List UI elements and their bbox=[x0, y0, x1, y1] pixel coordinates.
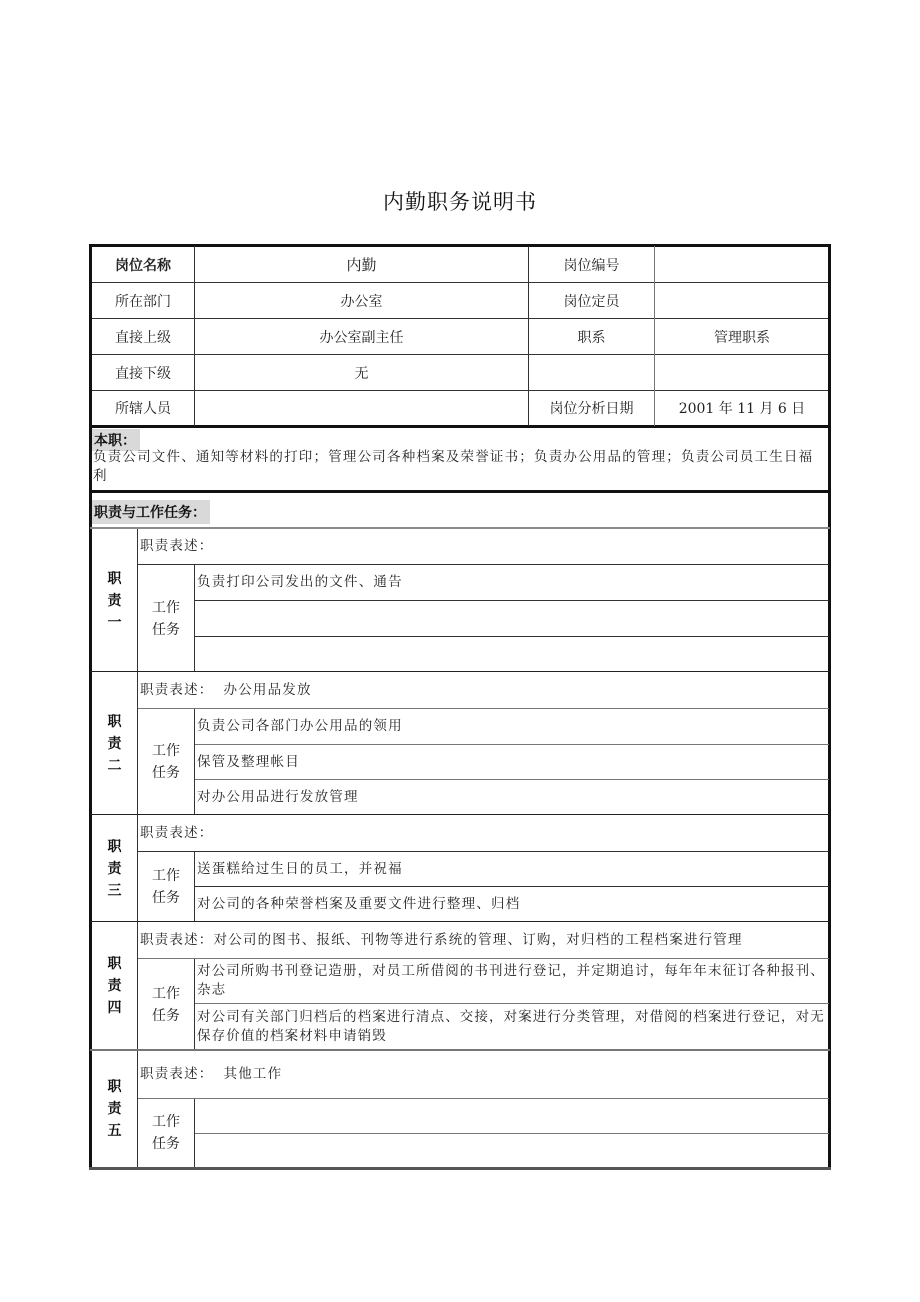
statement-label: 职责表述： bbox=[140, 824, 214, 841]
duty-title-2 bbox=[92, 672, 137, 815]
main-duty-text: 负责公司文件、通知等材料的打印；管理公司各种档案及荣誉证书；负责办公用品的管理；负责公司员工生日福利 bbox=[93, 449, 814, 484]
value-job-family: 管理职系 bbox=[714, 329, 770, 346]
duty-title-char: 四 bbox=[107, 1000, 122, 1016]
task-item: 对公司所购书刊登记造册，对员工所借阅的书刊进行登记，并定期追讨，每年年末征订各种报刊、杂志 bbox=[197, 963, 825, 998]
statement-text: 办公用品发放 bbox=[223, 681, 312, 698]
duty-statement-1 bbox=[138, 529, 828, 564]
task-item: 保管及整理帐目 bbox=[197, 753, 300, 770]
task-label bbox=[138, 1099, 194, 1167]
task-item: 负责打印公司发出的文件、通告 bbox=[197, 574, 403, 590]
duty-title-char: 责 bbox=[107, 860, 122, 877]
task-label-line: 任务 bbox=[152, 1007, 180, 1024]
label-empty bbox=[529, 355, 654, 390]
task-item: 对办公用品进行发放管理 bbox=[197, 789, 359, 805]
task-item: 对公司的各种荣誉档案及重要文件进行整理、归档 bbox=[197, 896, 521, 912]
value-department: 办公室 bbox=[340, 293, 383, 310]
task-label-line: 工作 bbox=[152, 599, 180, 616]
value-position-number bbox=[655, 247, 829, 282]
section-border bbox=[89, 490, 831, 493]
table-bottom-border bbox=[89, 1167, 831, 1170]
task-label bbox=[138, 709, 194, 815]
statement-label: 职责表述： bbox=[140, 931, 214, 948]
label-direct-superior: 直接上级 bbox=[115, 329, 171, 346]
duty-title-char: 一 bbox=[107, 614, 122, 631]
duty-title-1 bbox=[92, 529, 137, 672]
duty-title-char: 职 bbox=[107, 713, 122, 730]
duty-title-4 bbox=[92, 922, 137, 1050]
table-right-border bbox=[828, 244, 831, 1170]
task-label-line: 工作 bbox=[152, 985, 180, 1002]
duty-title-char: 二 bbox=[107, 757, 122, 774]
table-section-border bbox=[89, 425, 831, 428]
statement-text: 对公司的图书、报纸、刊物等进行系统的管理、订购，对归档的工程档案进行管理 bbox=[213, 931, 743, 948]
task-item bbox=[195, 601, 828, 636]
duty-title-5 bbox=[92, 1051, 137, 1167]
statement-label: 职责表述： bbox=[140, 538, 214, 554]
statement-label: 职责表述： bbox=[140, 1066, 214, 1082]
value-analysis-date: 2001 年 11 月 6 日 bbox=[678, 401, 806, 417]
task-label bbox=[138, 959, 194, 1050]
duty-title-char: 三 bbox=[107, 882, 122, 899]
task-item bbox=[195, 1134, 828, 1167]
task-label bbox=[138, 565, 194, 672]
document-title: 内勤职务说明书 bbox=[383, 190, 537, 214]
task-label-line: 工作 bbox=[152, 1114, 180, 1130]
label-staff-under: 所辖人员 bbox=[115, 401, 171, 417]
value-empty bbox=[655, 355, 829, 390]
duty-title-char: 职 bbox=[107, 956, 122, 972]
task-label-line: 工作 bbox=[152, 743, 180, 759]
statement-label: 职责表述： bbox=[140, 681, 214, 698]
task-item: 送蛋糕给过生日的员工，并祝福 bbox=[197, 860, 403, 877]
label-position-number: 岗位编号 bbox=[563, 257, 620, 274]
label-job-family: 职系 bbox=[577, 329, 606, 346]
value-position-name: 内勤 bbox=[346, 256, 377, 274]
value-direct-subordinate: 无 bbox=[354, 365, 369, 382]
duty-title-3 bbox=[92, 815, 137, 922]
label-analysis-date: 岗位分析日期 bbox=[549, 401, 634, 417]
task-label-line: 任务 bbox=[152, 1136, 180, 1152]
label-position-name: 岗位名称 bbox=[115, 257, 171, 274]
task-item: 负责公司各部门办公用品的领用 bbox=[197, 718, 403, 734]
duty-title-char: 五 bbox=[107, 1123, 122, 1139]
value-headcount bbox=[655, 283, 829, 318]
task-label bbox=[138, 852, 194, 922]
duty-statement-2 bbox=[138, 672, 828, 708]
duty-statement-4 bbox=[138, 922, 828, 958]
task-item bbox=[195, 637, 828, 672]
duty-title-char: 责 bbox=[107, 1101, 122, 1117]
task-item bbox=[195, 1099, 828, 1133]
duty-title-char: 责 bbox=[107, 735, 122, 752]
duty-title-char: 责 bbox=[107, 592, 122, 609]
task-label-line: 任务 bbox=[152, 765, 180, 781]
duty-title-char: 职 bbox=[107, 570, 122, 587]
task-label-line: 任务 bbox=[152, 621, 180, 638]
duty-title-char: 职 bbox=[107, 1079, 122, 1095]
task-item: 对公司有关部门归档后的档案进行清点、交接，对案进行分类管理，对借阅的档案进行登记，对无保存价值的档案材料申请销毁 bbox=[197, 1008, 825, 1044]
label-headcount: 岗位定员 bbox=[563, 293, 620, 310]
statement-text: 其他工作 bbox=[223, 1066, 283, 1082]
value-staff-under bbox=[195, 391, 528, 425]
duties-heading: 职责与工作任务： bbox=[92, 500, 210, 524]
label-department: 所在部门 bbox=[115, 293, 171, 310]
duty-statement-3 bbox=[138, 815, 828, 851]
main-duty-heading: 本职： bbox=[92, 429, 140, 451]
value-direct-superior: 办公室副主任 bbox=[319, 329, 404, 346]
duty-title-char: 责 bbox=[107, 978, 122, 994]
task-label-line: 工作 bbox=[152, 868, 180, 884]
duty-title-char: 职 bbox=[107, 838, 122, 855]
duty-statement-5 bbox=[138, 1051, 828, 1098]
task-label-line: 任务 bbox=[152, 890, 180, 906]
label-direct-subordinate: 直接下级 bbox=[115, 365, 171, 382]
